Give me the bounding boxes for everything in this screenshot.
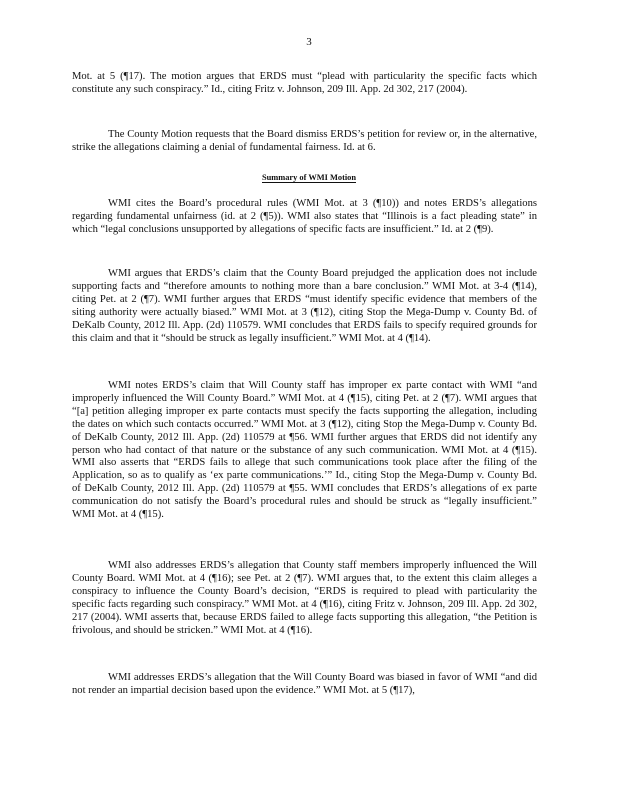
paragraph-3: WMI cites the Board’s procedural rules (WMI Mot. at 3 (¶10)) and notes ERDS’s allegations regarding fundamental unfairness (id. at 2 (¶5)). WMI also states that “Illinois is a fact pleading state” in which “legal conclusions unsupported by allegations of specific facts are insufficient.” Id. at 2 (¶9).	[72, 198, 537, 235]
paragraph-7: WMI addresses ERDS’s allegation that the Will County Board was biased in favor of WMI “and did not render an impartial decision based upon the evidence.” WMI Mot. at 5 (¶17),	[72, 672, 537, 696]
paragraph-2: The County Motion requests that the Board dismiss ERDS’s petition for review or, in the alternative, strike the allegations claiming a denial of fundamental fairness. Id. at 6.	[72, 129, 537, 153]
page-number: 3	[306, 36, 312, 48]
paragraph-6: WMI also addresses ERDS’s allegation that County staff members improperly influenced the Will County Board. WMI Mot. at 4 (¶16); see Pet. at 2 (¶7). WMI argues that, to the extent this claim alleges a conspiracy to influence the County Board’s decision, “ERDS is required to plead with particularity the specific facts regarding such conspiracy.” WMI Mot. at 4 (¶16), citing Fritz v. Johnson, 209 Ill. App. 2d 302, 217 (2004). WMI asserts that, because ERDS failed to allege facts supporting this allegation, “the Petition is frivolous, and should be stricken.” WMI Mot. at 4 (¶16).	[72, 560, 537, 636]
section-heading-text: Summary of WMI Motion	[261, 173, 357, 182]
paragraph-4: WMI argues that ERDS’s claim that the County Board prejudged the application does not include supporting facts and “therefore amounts to nothing more than a bare conclusion.” WMI Mot. at 3-4 (¶14), citing Pet. at 2 (¶7). WMI further argues that ERDS “must identify specific evidence that members of the siting authority were actually biased.” WMI Mot. at 3 (¶12), citing Stop the Mega-Dump v. County Bd. of DeKalb County, 2012 Ill. App. (2d) 110579. WMI concludes that ERDS fails to specify required grounds for this claim and that it “should be struck as legally insufficient.” WMI Mot. at 4 (¶14).	[72, 268, 537, 344]
paragraph-1: Mot. at 5 (¶17). The motion argues that ERDS must “plead with particularity the specific facts which constitute any such conspiracy.” Id., citing Fritz v. Johnson, 209 Ill. App. 2d 302, 217 (2004).	[72, 71, 537, 95]
paragraph-5: WMI notes ERDS’s claim that Will County staff has improper ex parte contact with WMI “and improperly influenced the Will County Board.” WMI Mot. at 4 (¶15), citing Pet. at 2 (¶7). WMI argues that “[a] petition alleging improper ex parte contacts must specify the facts supporting the allegation, including the dates on which such contacts occurred.” WMI Mot. at 3 (¶12), citing Stop the Mega-Dump v. County Bd. of DeKalb County, 2012 Ill. App. (2d) 110579 at ¶56. WMI further argues that ERDS did not identify any person who had contact of that nature or the substance of any such communication. WMI Mot. at 4 (¶15). WMI also asserts that “ERDS fails to allege that such communications took place after the filing of the Application, so as to qualify as ‘ex parte communications.’” Id., citing Stop the Mega-Dump v. County Bd. of DeKalb County, 2012 Ill. App. (2d) 110579 at ¶55. WMI concludes that ERDS’s allegations of ex parte communication do not satisfy the Board’s procedural rules and should be struck as “legally insufficient.” WMI Mot. at 4 (¶15).	[72, 380, 537, 521]
section-heading	[0, 172, 618, 185]
